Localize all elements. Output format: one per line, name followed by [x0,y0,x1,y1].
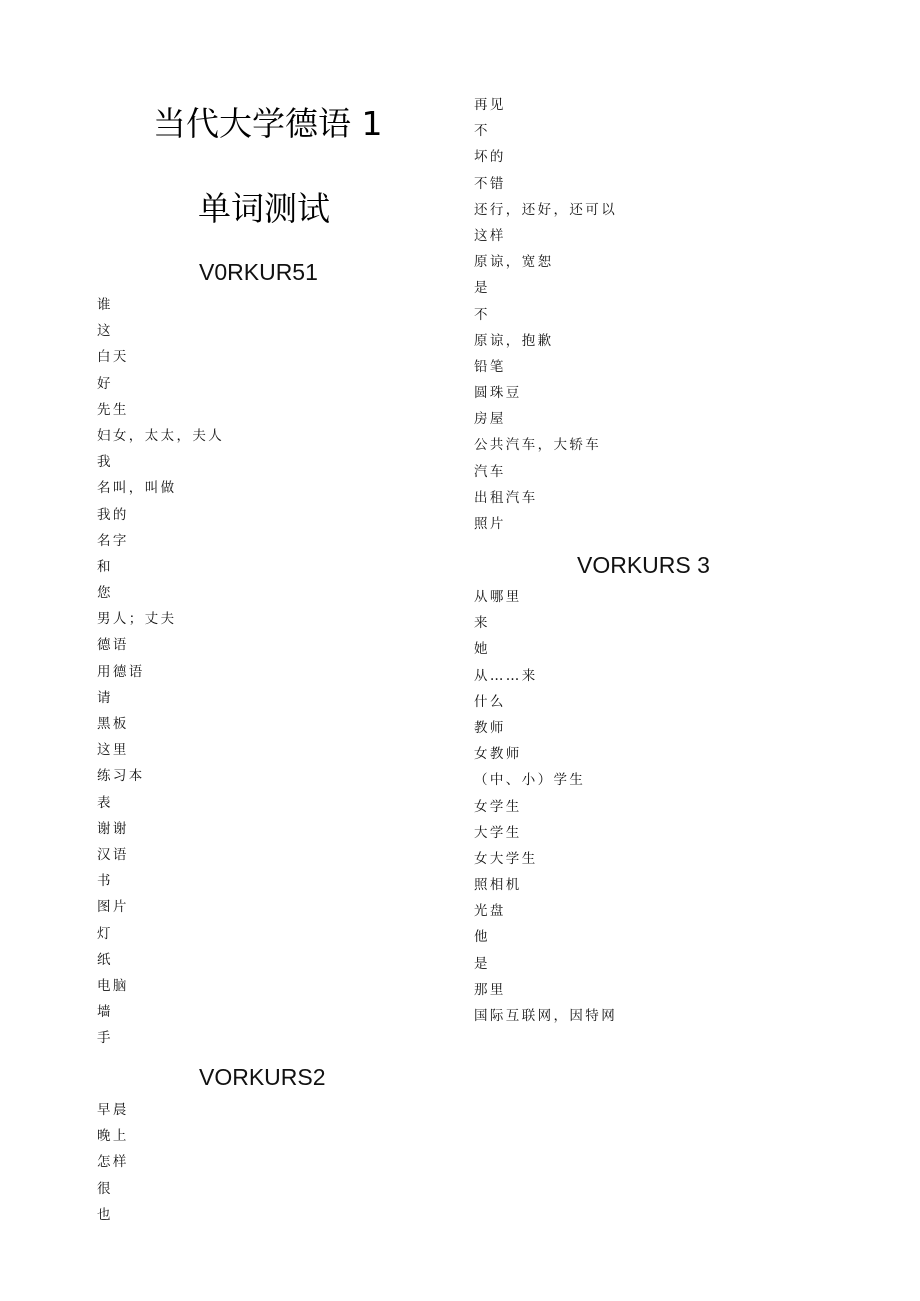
word-item: 早晨 [97,1102,129,1118]
word-item: 来 [474,615,490,632]
word-item: 妇女，太太，夫人 [97,427,225,444]
word-item: 墙 [97,1004,113,1021]
word-item: 名叫，叫做 [97,480,177,497]
word-item: 这里 [97,742,129,759]
word-item: 图片 [97,899,129,916]
word-item: 从……来 [474,667,538,684]
word-item: 纸 [97,951,113,968]
word-item: 很 [97,1180,113,1197]
word-item: 白天 [97,349,129,366]
word-item: 晚上 [97,1128,129,1145]
word-list-vorkurs2-part1 [97,1097,129,1228]
word-item: 电脑 [97,977,129,994]
word-item: 也 [97,1206,113,1223]
word-item: 怎样 [97,1154,129,1171]
word-item: 圆珠豆 [474,385,522,402]
word-item: 大学生 [474,824,522,841]
word-item: 灯 [97,925,113,942]
word-item: 是 [474,280,490,297]
word-item: 原谅，宽恕 [474,254,554,271]
word-item: 用德语 [97,663,145,680]
word-item: 国际互联网，因特网 [474,1008,618,1024]
word-item: 我的 [97,506,129,523]
word-item: 我 [97,454,113,471]
word-item: 手 [97,1030,113,1047]
word-list-vorkurs1 [97,292,224,1051]
word-list-vorkurs3 [474,584,617,1029]
section-heading-vorkurs3: VORKURS 3 [577,552,710,578]
word-item: 黑板 [97,716,129,732]
word-item: 不 [474,306,490,323]
word-item: （中、小）学生 [474,772,586,789]
word-item: 不错 [474,175,506,192]
word-list-vorkurs2-part2 [474,92,617,537]
word-item: 这样 [474,227,506,244]
word-item: 是 [474,955,490,972]
word-item: 那里 [474,981,506,998]
word-item: 出租汽车 [474,489,538,506]
word-item: 这 [97,323,113,340]
word-item: 名字 [97,532,129,549]
word-item: 男人；丈夫 [97,611,177,628]
word-item: 练习本 [97,768,145,785]
word-item: 好 [97,375,113,392]
word-item: 谁 [97,297,113,313]
word-item: 铅笔 [474,358,506,375]
word-item: 请 [97,689,113,706]
word-item: 不 [474,123,490,140]
word-item: 表 [97,794,113,811]
word-item: 谢谢 [97,820,129,837]
word-item: 先生 [97,401,129,418]
word-item: 教师 [474,719,506,736]
word-item: 汽车 [474,463,506,480]
section-heading-vorkurs2: VORKURS2 [199,1064,326,1090]
word-item: 坏的 [474,149,506,166]
word-item: 和 [97,558,113,575]
word-item: 汉语 [97,846,129,863]
word-item: 女大学生 [474,850,538,867]
page-subtitle: 单词测试 [198,189,330,228]
word-item: 光盘 [474,903,506,920]
word-item: 原谅，抱歉 [474,332,554,349]
page-title: 当代大学德语 1 [153,104,383,143]
word-item: 照片 [474,516,506,532]
word-item: 女学生 [474,798,522,815]
word-item: 房屋 [474,411,506,428]
word-item: 照相机 [474,877,522,894]
section-heading-vorkurs1: V0RKUR51 [199,259,318,285]
word-item: 公共汽车，大轿车 [474,437,602,454]
word-item: 书 [97,873,113,890]
word-item: 德语 [97,637,129,654]
word-item: 从哪里 [474,589,522,605]
word-item: 她 [474,641,490,658]
word-item: 再见 [474,97,506,113]
word-item: 您 [97,585,113,602]
word-item: 他 [474,929,490,946]
word-item: 还行，还好，还可以 [474,201,618,218]
word-item: 什么 [474,693,506,710]
word-item: 女教师 [474,746,522,763]
